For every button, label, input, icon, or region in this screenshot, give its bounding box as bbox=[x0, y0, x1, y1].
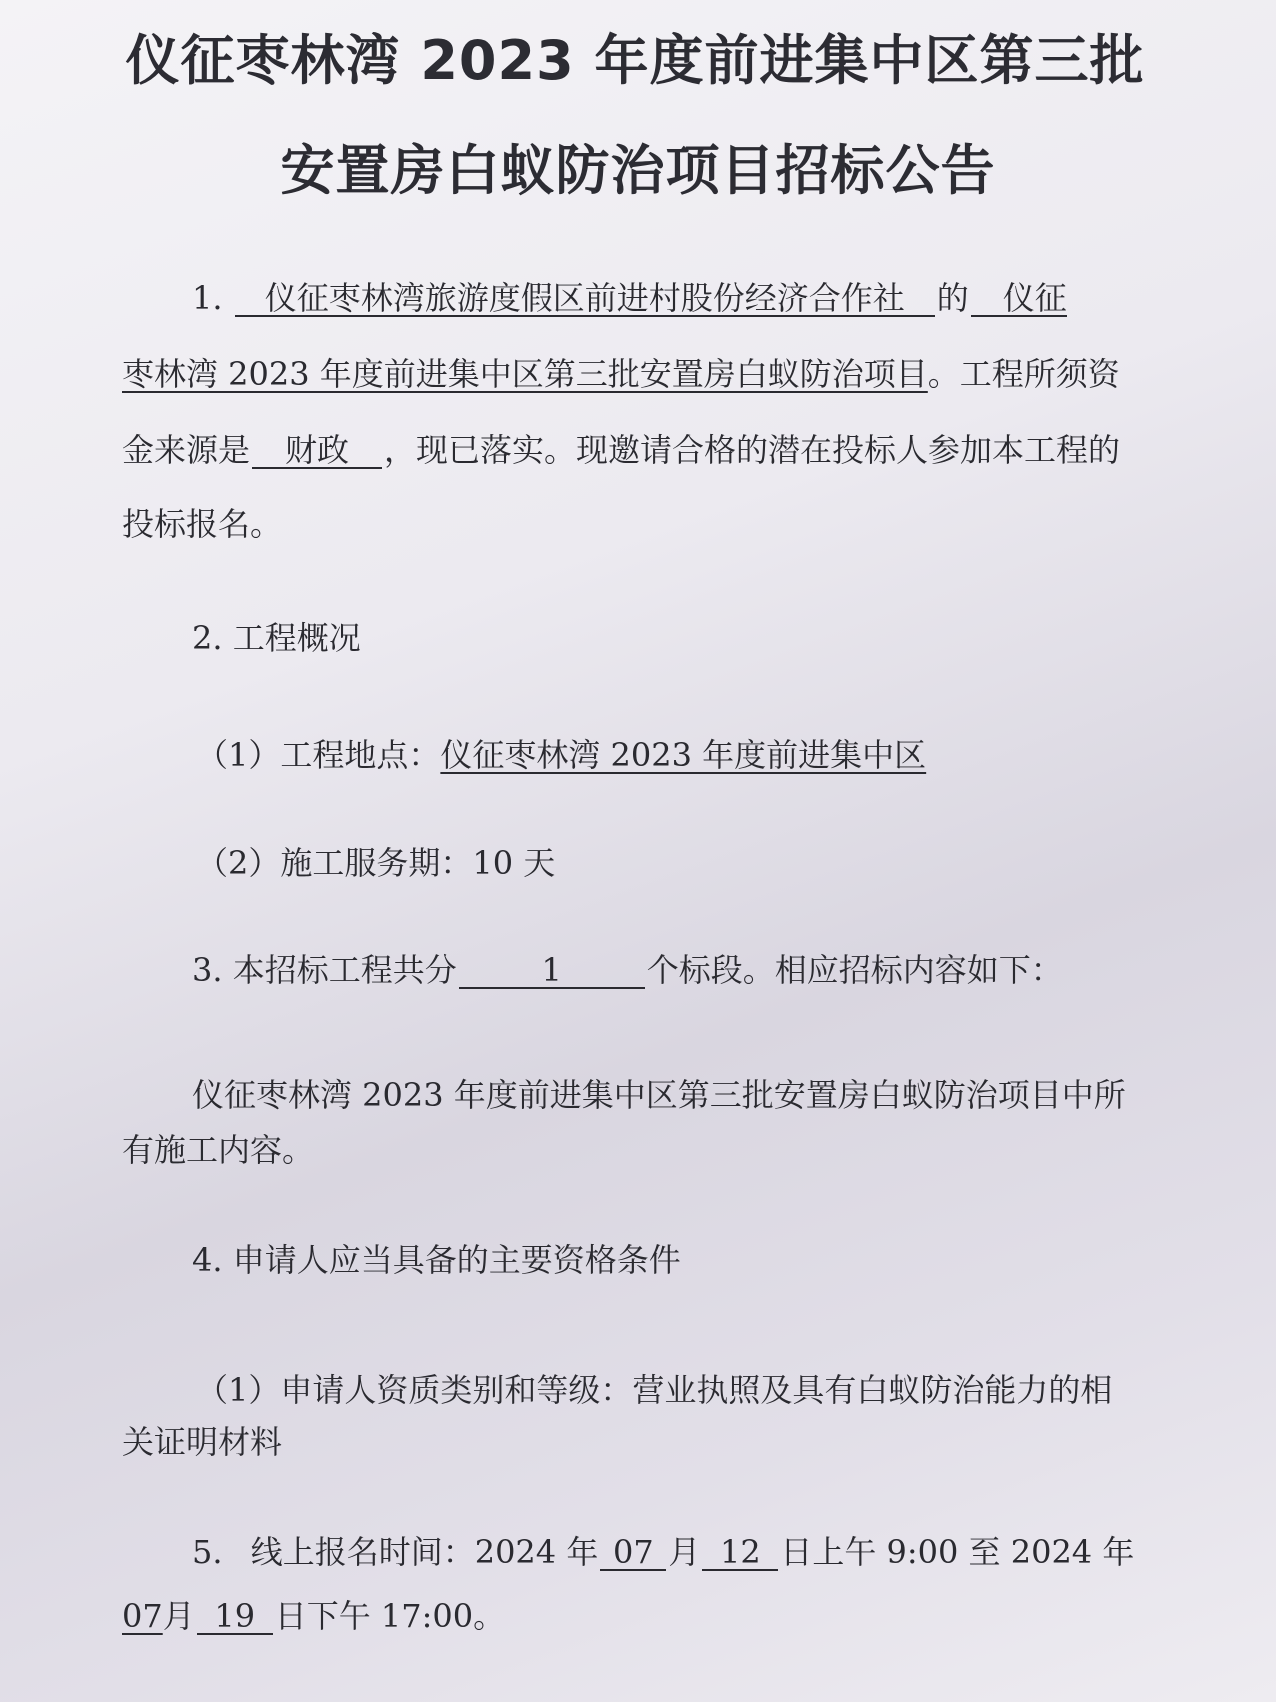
section-1-line-2 bbox=[122, 354, 1120, 394]
month-text: 月 bbox=[668, 1533, 701, 1571]
end-day: 19 bbox=[214, 1597, 256, 1635]
after-project-text: 。工程所须资 bbox=[927, 355, 1120, 393]
section-2-heading: 2. 工程概况 bbox=[192, 619, 361, 657]
location-row bbox=[196, 735, 926, 775]
title-line-2: 安置房白蚁防治项目招标公告 bbox=[280, 139, 996, 202]
service-period: （2）施工服务期：10 天 bbox=[196, 844, 556, 882]
section-1-number: 1. bbox=[192, 279, 223, 317]
section-3-suffix: 个标段。相应招标内容如下： bbox=[646, 951, 1063, 989]
lot-count: 1 bbox=[541, 951, 562, 989]
after-fund-text: ，现已落实。现邀请合格的潜在投标人参加本工程的 bbox=[384, 431, 1121, 469]
section-5-line-2 bbox=[122, 1596, 505, 1636]
section-1-line-3 bbox=[122, 430, 1120, 470]
end-text: 日下午 17:00。 bbox=[274, 1597, 506, 1635]
fund-blank bbox=[252, 433, 382, 469]
section-3-content-1: 仪征枣林湾 2023 年度前进集中区第三批安置房白蚁防治项目中所 bbox=[192, 1076, 1126, 1114]
middle-text: 日上午 9:00 至 2024 年 bbox=[780, 1533, 1135, 1571]
start-month-blank bbox=[600, 1535, 666, 1571]
location-label: （1）工程地点： bbox=[196, 736, 441, 774]
project-blank-a bbox=[971, 281, 1067, 317]
start-day: 12 bbox=[719, 1533, 761, 1571]
qualification-line-2: 关证明材料 bbox=[122, 1423, 283, 1461]
fund-prefix: 金来源是 bbox=[122, 431, 251, 469]
section-5-line-1 bbox=[192, 1532, 1134, 1572]
owner-blank bbox=[235, 281, 935, 317]
start-day-blank bbox=[702, 1535, 778, 1571]
project-name-a: 仪征 bbox=[1002, 279, 1067, 317]
qualification-line-1: （1）申请人资质类别和等级：营业执照及具有白蚁防治能力的相 bbox=[196, 1371, 1113, 1409]
title-line-1: 仪征枣林湾 2023 年度前进集中区第三批 bbox=[125, 29, 1145, 92]
section-1-line-1 bbox=[192, 278, 1069, 318]
section-3-content-2: 有施工内容。 bbox=[122, 1131, 315, 1169]
end-month-text: 月 bbox=[162, 1597, 195, 1635]
start-month: 07 bbox=[612, 1533, 654, 1571]
section-5-number: 5. bbox=[192, 1533, 223, 1571]
section-3-prefix: 3. 本招标工程共分 bbox=[192, 951, 457, 989]
location-value: 仪征枣林湾 2023 年度前进集中区 bbox=[440, 736, 927, 774]
end-day-blank bbox=[197, 1599, 273, 1635]
project-name-b: 枣林湾 2023 年度前进集中区第三批安置房白蚁防治项目 bbox=[122, 355, 928, 393]
of-text: 的 bbox=[936, 279, 969, 317]
lot-count-blank bbox=[459, 953, 645, 989]
owner-name: 仪征枣林湾旅游度假区前进村股份经济合作社 bbox=[264, 279, 905, 317]
fund-source: 财政 bbox=[285, 431, 350, 469]
registration-label: 线上报名时间：2024 年 bbox=[250, 1533, 599, 1571]
section-1-line-4: 投标报名。 bbox=[122, 505, 283, 543]
section-4-heading: 4. 申请人应当具备的主要资格条件 bbox=[192, 1241, 681, 1279]
end-month: 07 bbox=[122, 1597, 163, 1635]
section-3-line-1 bbox=[192, 950, 1063, 990]
